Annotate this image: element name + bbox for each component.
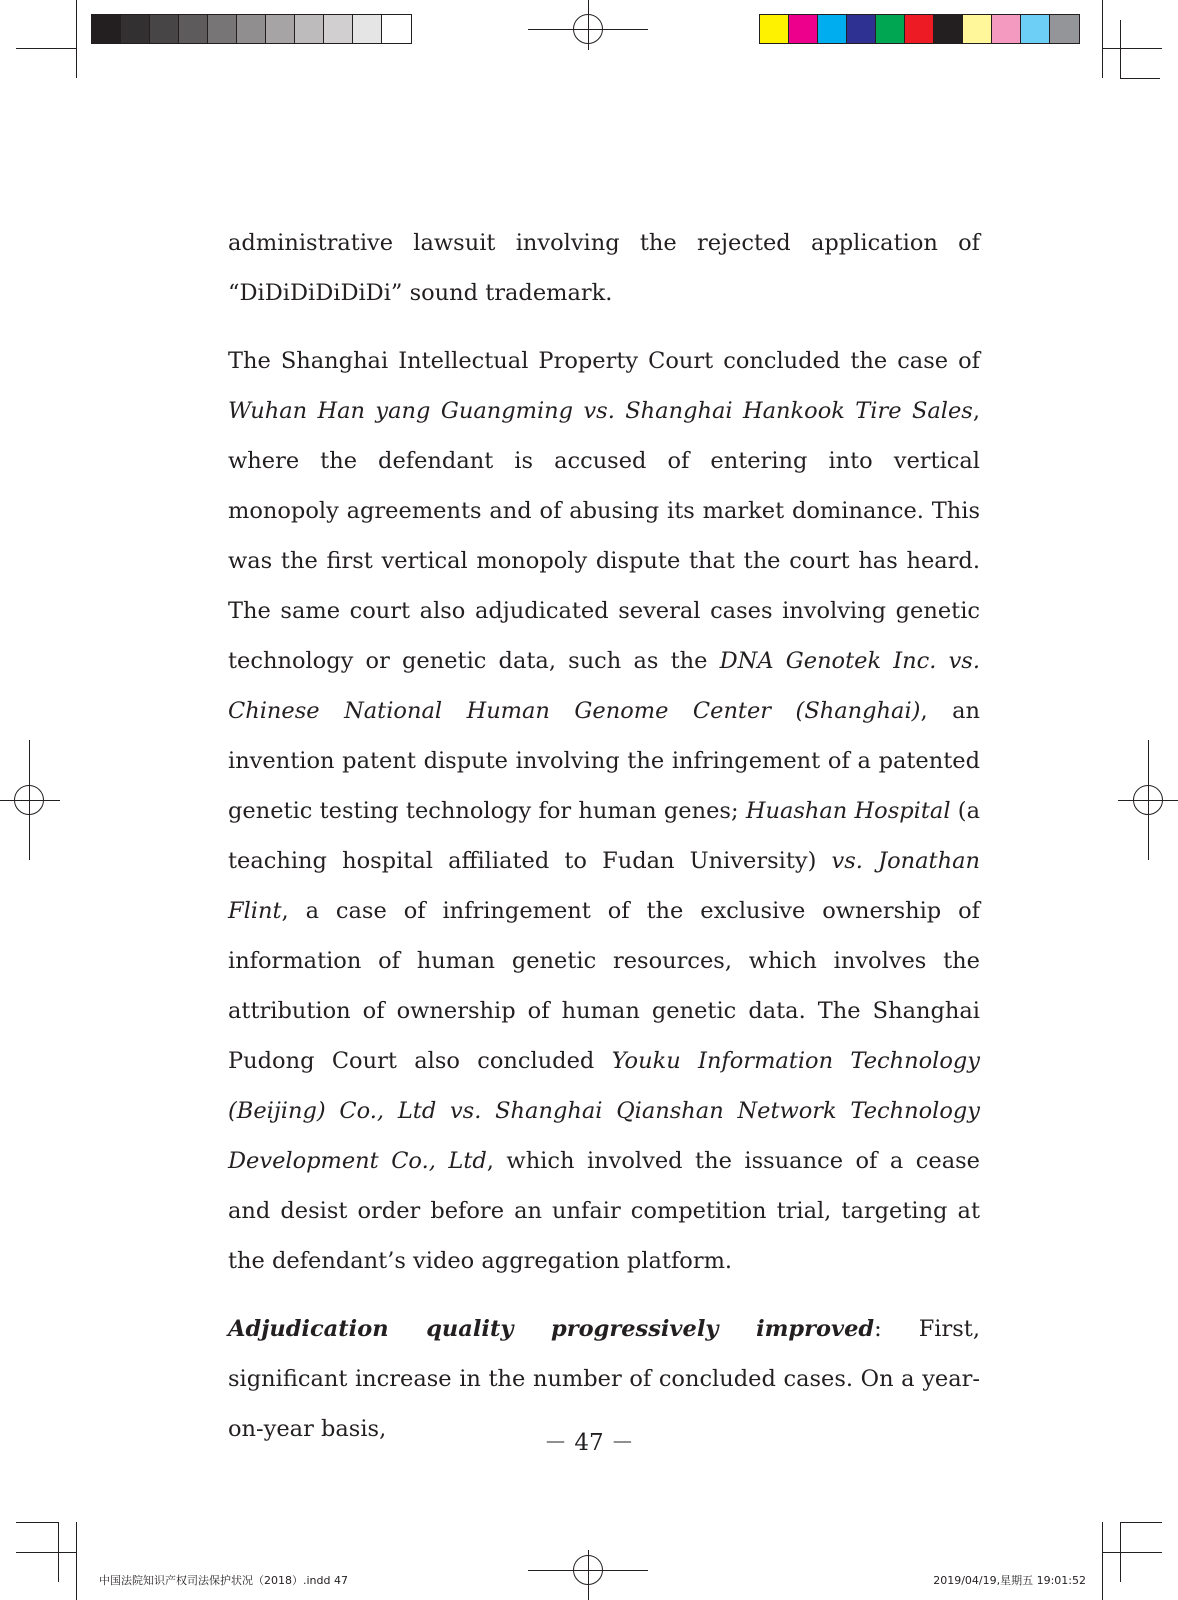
text-run: , a case of infringement of the exclusive ownership of information of human genetic resources, which involves the attribution of ownership of human genetic data. The Shanghai Pudong Court also concluded [228, 898, 980, 1074]
color-swatch [934, 15, 963, 43]
color-swatch [179, 15, 208, 43]
color-swatch [208, 15, 237, 43]
color-swatch [324, 15, 353, 43]
text-run: , an invention patent dispute involving the infringement of a patented genetic testing technology for human genes; [228, 698, 981, 824]
color-swatch [295, 15, 324, 43]
color-swatch [266, 15, 295, 43]
color-swatch [92, 15, 121, 43]
color-swatch [353, 15, 382, 43]
slug-timestamp: 2019/04/19,星期五 19:01:52 [933, 1574, 1086, 1587]
crop-mark [16, 1552, 76, 1553]
paragraph [228, 218, 980, 318]
color-swatch [876, 15, 905, 43]
text-run: : First, significant increase in the number of concluded cases. On a year-on-year basis, [228, 1316, 980, 1442]
crop-mark [1120, 1522, 1121, 1582]
registration-target-icon [14, 785, 44, 815]
case-name: Wuhan Han yang Guangming vs. Shanghai Hankook Tire Sales [228, 398, 973, 424]
gray-calibration-strip [91, 14, 412, 44]
paragraph [228, 336, 980, 1286]
text-run: , which involved the issuance of a cease and desist order before an unfair competition trial, targeting at the defendant’s video aggregation platform. [228, 1148, 980, 1274]
color-swatch [760, 15, 789, 43]
color-swatch [818, 15, 847, 43]
page-number: － 47 － [544, 1430, 634, 1456]
crop-mark [16, 1522, 58, 1523]
color-swatch [789, 15, 818, 43]
text-run: The Shanghai Intellectual Property Court concluded the case of [228, 348, 980, 374]
crop-mark [1102, 0, 1103, 78]
color-swatch [237, 15, 266, 43]
slug-filename: 中国法院知识产权司法保护状况（2018）.indd 47 [99, 1574, 348, 1587]
crop-mark [16, 48, 76, 49]
crop-mark [1120, 20, 1121, 78]
registration-target-icon [573, 1555, 603, 1585]
crop-mark [1120, 1522, 1162, 1523]
registration-target-icon [573, 14, 603, 44]
text-run: administrative lawsuit involving the rejected application of “DiDiDiDiDiDi” sound trademark. [228, 230, 980, 306]
color-swatch [382, 15, 411, 43]
case-name: DNA Genotek Inc. vs. Chinese National Human Genome Center (Shanghai) [228, 648, 980, 724]
text-run: , where the defendant is accused of entering into vertical monopoly agreements and of abusing its market dominance. This was the first vertical monopoly dispute that the court has heard. The same court also adjudicated several cases involving genetic technology or genetic data, such as the [228, 398, 980, 674]
color-swatch [1050, 15, 1079, 43]
crop-mark [1102, 1522, 1103, 1600]
color-calibration-strip [759, 14, 1080, 44]
crop-mark [76, 0, 77, 78]
crop-mark [58, 1522, 59, 1582]
color-swatch [121, 15, 150, 43]
color-swatch [963, 15, 992, 43]
crop-mark [76, 1522, 77, 1600]
case-name: Huashan Hospital [745, 798, 951, 824]
case-name: vs. Jonathan Flint [228, 848, 980, 924]
case-name: Youku Information Technology (Beijing) Co., Ltd vs. Shanghai Qianshan Network Technology Development Co., Ltd [228, 1048, 980, 1174]
registration-target-icon [1133, 785, 1163, 815]
body-text [228, 218, 980, 1472]
crop-mark [1120, 78, 1160, 79]
text-run: (a teaching hospital affiliated to Fudan University) [228, 798, 980, 874]
color-swatch [847, 15, 876, 43]
color-swatch [992, 15, 1021, 43]
crop-mark [1102, 48, 1162, 49]
color-swatch [1021, 15, 1050, 43]
color-swatch [905, 15, 934, 43]
color-swatch [150, 15, 179, 43]
section-heading: Adjudication quality progressively improved [228, 1316, 875, 1342]
crop-mark [1102, 1552, 1162, 1553]
